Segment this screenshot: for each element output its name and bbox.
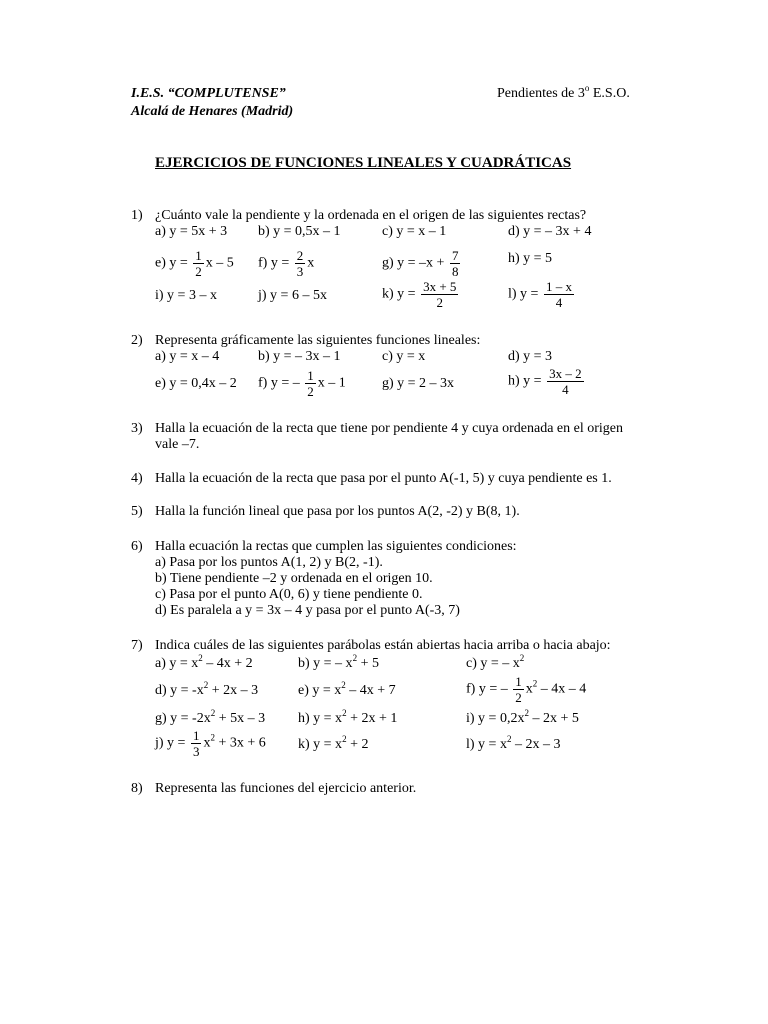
exercise-number: 6) [131, 539, 143, 554]
item-7j: j) y = $\frac{1}{3}$ $x^2 + 3x + 6$ [155, 728, 266, 759]
item-1h: h) y = 5 [508, 251, 553, 266]
item-1b: b) y = 0,5x – 1 [258, 224, 341, 239]
school-name: I.E.S. “COMPLUTENSE” [131, 86, 286, 101]
item-7h: h) $y = x^2 + 2x + 1$ [298, 708, 398, 726]
item-1a: a) y = 5x + 3 [155, 224, 228, 239]
item-2h: h) y = $\frac{3x - 2}{4}$ [508, 366, 582, 397]
exercise-text: Indica cuáles de las siguientes parábolas están abiertas hacia arriba o hacia abajo: [155, 638, 611, 653]
item-7k: k) $y = x^2 + 2$ [298, 734, 369, 752]
item-7i: i) $y = 0,2x^2 - 2x + 5$ [466, 708, 579, 726]
exercise-text: Halla ecuación la rectas que cumplen las siguientes condiciones: [155, 539, 517, 554]
item-7d: d) $y = -x^2 + 2x - 3$ [155, 680, 259, 698]
school-location: Alcalá de Henares (Madrid) [131, 104, 294, 119]
item-6c: c) Pasa por el punto A(0, 6) y tiene pendiente 0. [155, 587, 423, 602]
exercise-text: ¿Cuánto vale la pendiente y la ordenada en el origen de las siguientes rectas? [155, 208, 587, 223]
item-2d: d) y = 3 [508, 349, 553, 364]
item-2g: g) y = 2 – 3x [382, 376, 455, 391]
item-7f: f) y = – $\frac{1}{2}$ $x^2 - 4x - 4$ [466, 674, 587, 705]
item-1c: c) y = x – 1 [382, 224, 447, 239]
item-6d: d) Es paralela a y = 3x – 4 y pasa por el punto A(-3, 7) [155, 603, 460, 618]
item-7c: c) y = – $x^2$ [466, 653, 525, 671]
exercise-number: 2) [131, 333, 143, 348]
item-1e: e) y = $\frac{1}{2}$ x – 5 [155, 248, 234, 279]
item-2c: c) y = x [382, 349, 426, 364]
item-6a: a) Pasa por los puntos A(1, 2) y B(2, -1). [155, 555, 383, 570]
item-2b: b) y = – 3x – 1 [258, 349, 341, 364]
exercise-number: 8) [131, 781, 143, 796]
exercise-text: Representa las funciones del ejercicio anterior. [155, 781, 417, 796]
exercise-text: Halla la ecuación de la recta que tiene por pendiente 4 y cuya ordenada en el origen [155, 421, 623, 436]
course-label: Pendientes de 3$^o$ E.S.O. [497, 83, 630, 101]
exercise-number: 1) [131, 208, 143, 223]
item-1d: d) y = – 3x + 4 [508, 224, 592, 239]
exercise-number: 4) [131, 471, 143, 486]
item-7a: a) $y = x^2 - 4x + 2$ [155, 653, 253, 671]
exercise-number: 7) [131, 638, 143, 653]
exercise-number: 3) [131, 421, 143, 436]
item-2f: f) y = – $\frac{1}{2}$ x – 1 [258, 368, 346, 399]
exercise-text: Representa gráficamente las siguientes funciones lineales: [155, 333, 481, 348]
item-1i: i) y = 3 – x [155, 288, 217, 303]
item-2a: a) y = x – 4 [155, 349, 220, 364]
item-1j: j) y = 6 – 5x [258, 288, 327, 303]
item-7g: g) $y = -2x^2 + 5x - 3$ [155, 708, 266, 726]
item-2e: e) y = 0,4x – 2 [155, 376, 237, 391]
item-1l: l) y = $\frac{1 - x}{4}$ [508, 279, 572, 310]
item-7b: b) y = – $x^2 + 5$ [298, 653, 379, 671]
exercise-text: Halla la ecuación de la recta que pasa por el punto A(-1, 5) y cuya pendiente es 1. [155, 471, 612, 486]
item-1f: f) y = $\frac{2}{3}$ x [258, 248, 315, 279]
exercise-text: Halla la función lineal que pasa por los puntos A(2, -2) y B(8, 1). [155, 504, 520, 519]
item-6b: b) Tiene pendiente –2 y ordenada en el origen 10. [155, 571, 433, 586]
page-title: EJERCICIOS DE FUNCIONES LINEALES Y CUADRÁTICAS [155, 155, 572, 171]
item-7l: l) $y = x^2 - 2x - 3$ [466, 734, 561, 752]
exercise-number: 5) [131, 504, 143, 519]
item-7e: e) $y = x^2 - 4x + 7$ [298, 680, 396, 698]
item-1g: g) y = –x + $\frac{7}{8}$ [382, 248, 459, 279]
exercise-text-continued: vale –7. [155, 437, 200, 452]
item-1k: k) y = $\frac{3x + 5}{2}$ [382, 279, 457, 310]
